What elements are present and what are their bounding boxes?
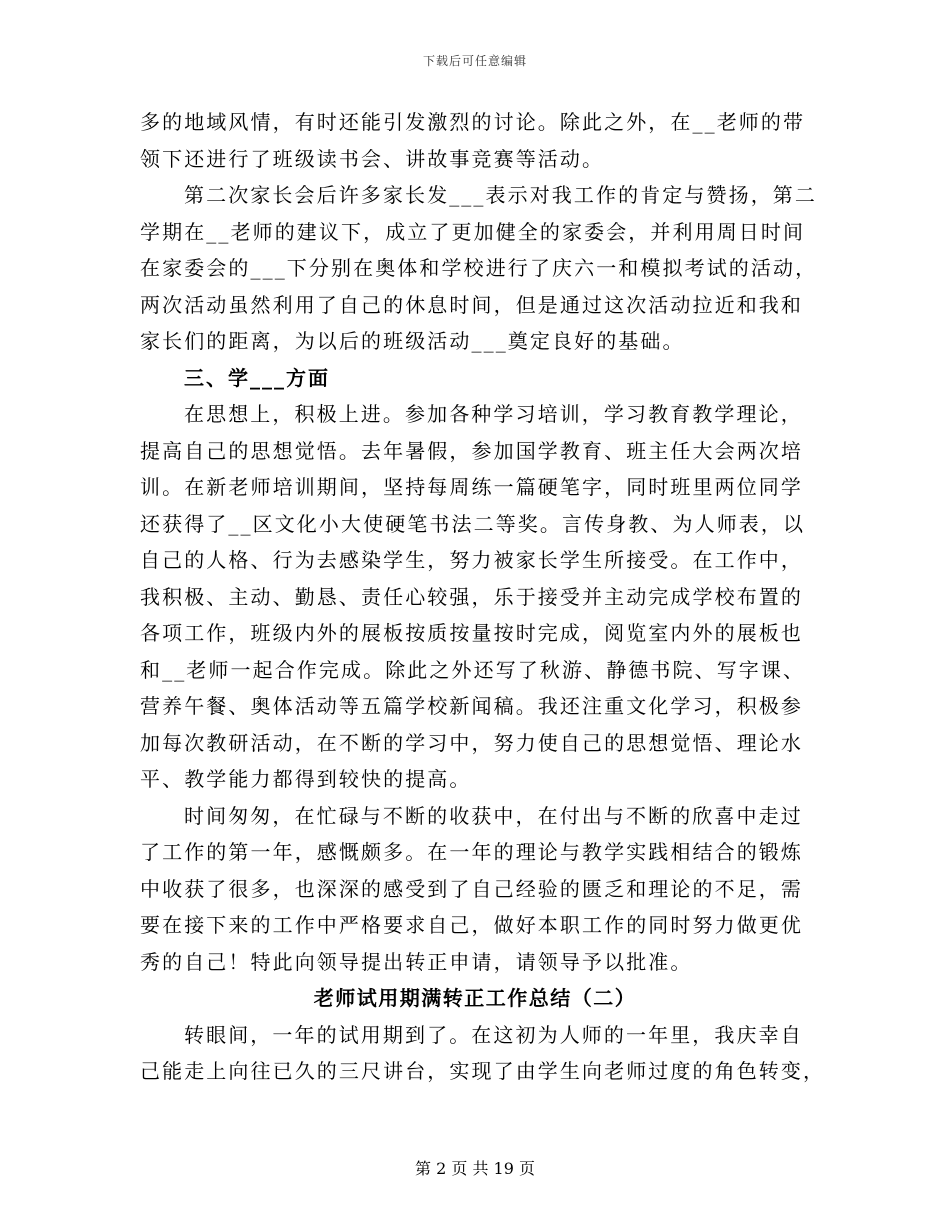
paragraph-line: 秀的自己！特此向领导提出转正申请，请领导予以批准。 [140,949,693,974]
paragraph-line: 在思想上，积极上进。参加各种学习培训，学习教育教学理论， [184,402,803,426]
paragraph-line: 营养午餐、奥体活动等五篇学校新闻稿。我还注重文化学习，积极参 [140,694,803,718]
paragraph-line: 家长们的距离，为以后的班级活动___奠定良好的基础。 [140,329,685,353]
paragraph-line: 转眼间，一年的试用期到了。在这初为人师的一年里，我庆幸自 [184,1022,803,1047]
paragraph-line: 己能走上向往已久的三尺讲台，实现了由学生向老师过度的角色转变， [140,1059,826,1083]
paragraph-line: 学期在__老师的建议下，成立了更加健全的家委会，并利用周日时间 [140,219,806,244]
paragraph-line: 自己的人格、行为去感染学生，努力被家长学生所接受。在工作中， [140,548,803,572]
page-header: 下载后可任意编辑 [422,54,527,68]
paragraph-line: 了工作的第一年，感慨颇多。在一年的理论与教学实践相结合的锻炼 [140,840,803,864]
paragraph-line: 中收获了很多，也深深的感受到了自己经验的匮乏和理论的不足，需 [140,876,803,901]
page-footer: 第 2 页 共 19 页 [415,1159,535,1178]
paragraph-line: 领下还进行了班级读书会、讲故事竞赛等活动。 [140,146,605,171]
document-body [140,104,826,1090]
section-heading: 三、学___方面 [184,365,330,390]
paragraph-line: 和__老师一起合作完成。除此之外还写了秋游、静德书院、写字课、 [140,657,806,682]
paragraph-line: 两次活动虽然利用了自己的休息时间，但是通过这次活动拉近和我和 [140,292,803,317]
paragraph-line: 还获得了__区文化小大使硬笔书法二等奖。言传身教、为人师表，以 [140,511,806,536]
paragraph-line: 第二次家长会后许多家长发___表示对我工作的肯定与赞扬，第二 [184,183,817,207]
document-title: 老师试用期满转正工作总结（二） [313,986,637,1010]
paragraph-line: 我积极、主动、勤恳、责任心较强，乐于接受并主动完成学校布置的 [140,584,803,609]
paragraph-line: 平、教学能力都得到较快的提高。 [140,767,472,791]
paragraph-line: 训。在新老师培训期间，坚持每周练一篇硬笔字，同时班里两位同学 [140,475,803,499]
paragraph-line: 提高自己的思想觉悟。去年暑假，参加国学教育、班主任大会两次培 [140,438,803,463]
paragraph-line: 各项工作，班级内外的展板按质按量按时完成，阅览室内外的展板也 [140,621,803,645]
paragraph-line: 加每次教研活动，在不断的学习中，努力使自己的思想觉悟、理论水 [140,730,803,755]
paragraph-line: 要在接下来的工作中严格要求自己，做好本职工作的同时努力做更优 [140,913,803,937]
paragraph-line: 时间匆匆，在忙碌与不断的收获中，在付出与不断的欣喜中走过 [184,803,803,828]
paragraph-line: 多的地域风情，有时还能引发激烈的讨论。除此之外，在__老师的带 [140,110,806,134]
paragraph-line: 在家委会的___下分别在奥体和学校进行了庆六一和模拟考试的活动， [140,256,818,280]
